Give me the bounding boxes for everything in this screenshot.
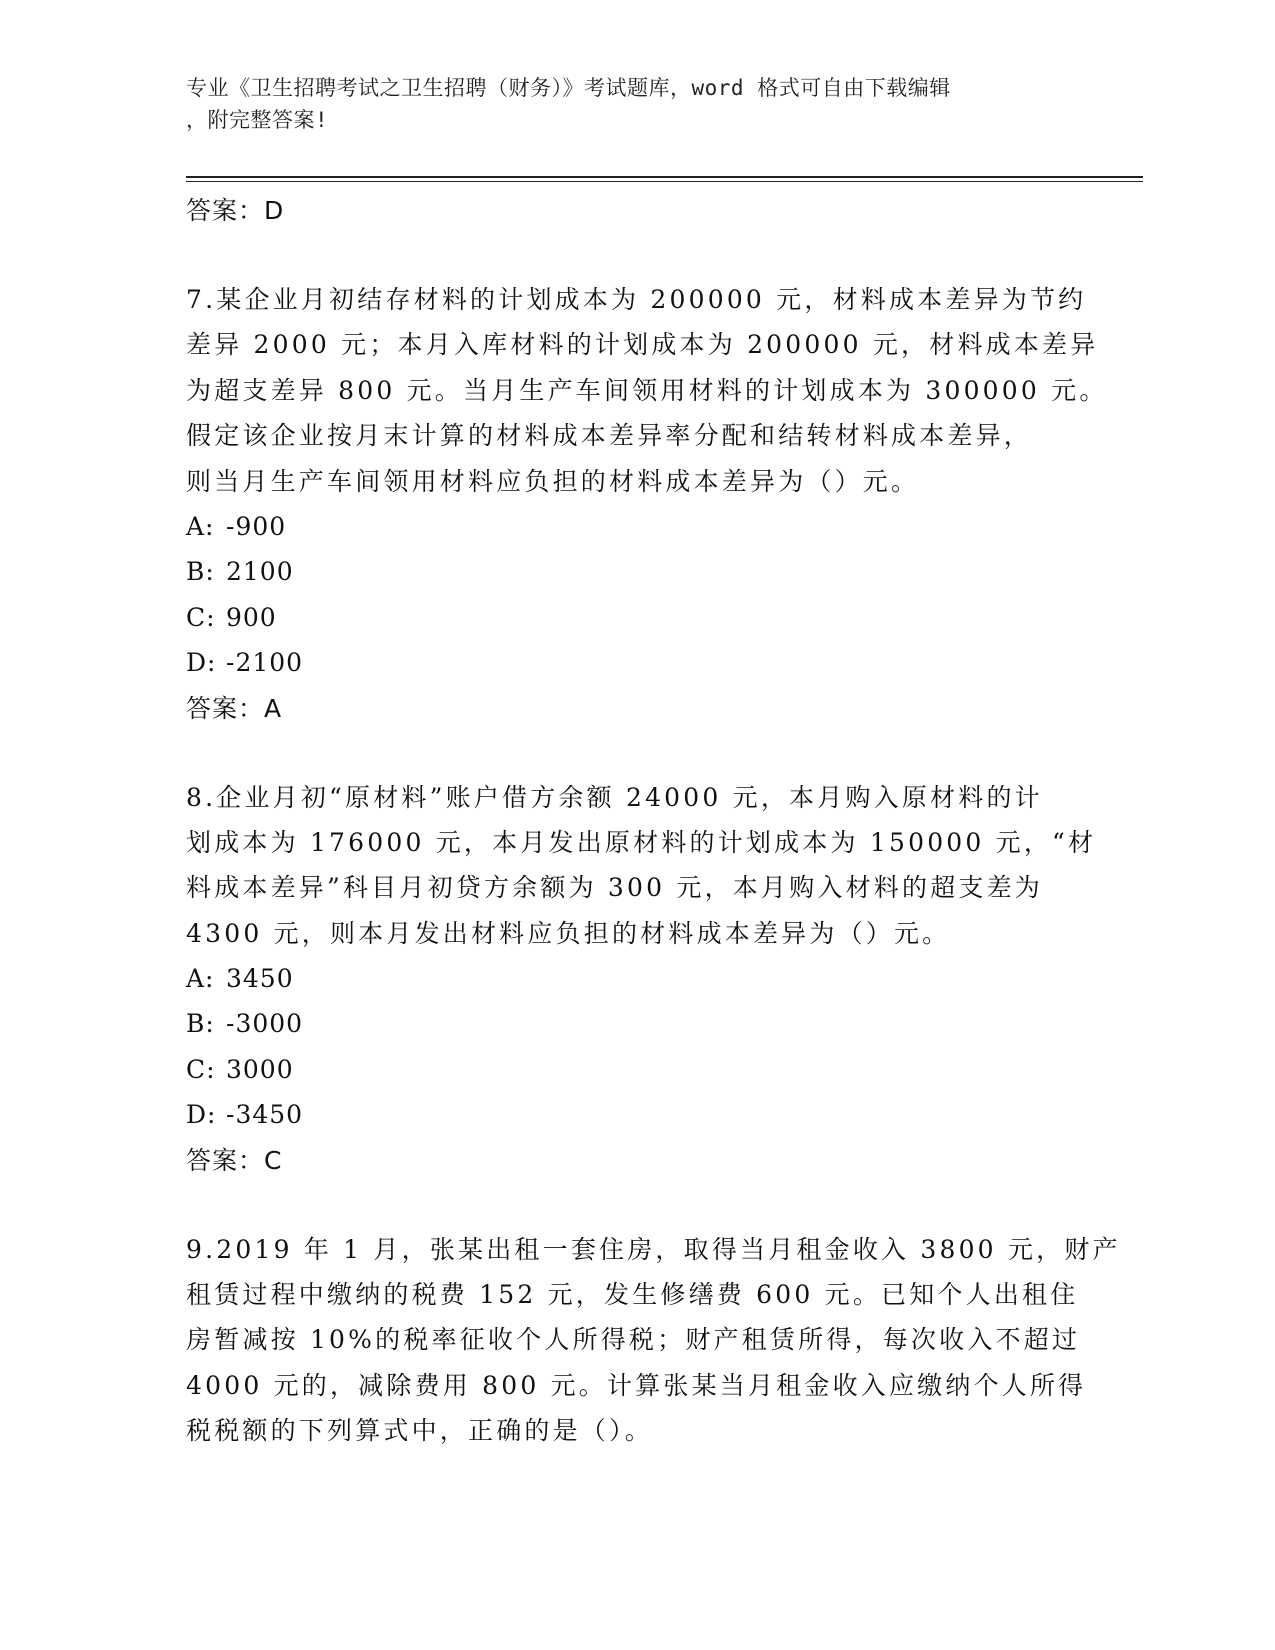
option-b: [186, 1001, 1086, 1046]
option-key: A:: [186, 511, 215, 541]
question-stem-line: 则当月生产车间领用材料应负担的材料成本差异为（）元。: [186, 466, 920, 496]
question-9: [186, 1227, 1121, 1454]
option-b: [186, 549, 1086, 594]
option-a: [186, 956, 1086, 1001]
option-value: -900: [226, 511, 287, 541]
question-7: [186, 277, 1108, 731]
option-d: [186, 1092, 1086, 1137]
question-answer: 答案：C: [186, 1145, 283, 1175]
question-answer: 答案：A: [186, 693, 283, 723]
option-key: D:: [186, 648, 217, 678]
header-rule-thick: [186, 176, 1143, 178]
option-key: D:: [186, 1100, 217, 1130]
page-header: [186, 72, 1086, 136]
question-stem-line: 假定该企业按月末计算的材料成本差异率分配和结转材料成本差异，: [186, 421, 1033, 451]
question-stem-line: 划成本为 176000 元，本月发出原材料的计划成本为 150000 元，“材: [186, 827, 1097, 857]
question-stem-line: 房暂减按 10%的税率征收个人所得税；财产租赁所得，每次收入不超过: [186, 1325, 1081, 1355]
question-stem-line: 差异 2000 元；本月入库材料的计划成本为 200000 元，材料成本差异: [186, 330, 1099, 360]
option-a: [186, 504, 1086, 549]
question-stem-line: 4300 元，则本月发出材料应负担的材料成本差异为（）元。: [186, 918, 951, 948]
question-stem-line: 租赁过程中缴纳的税费 152 元，发生修缮费 600 元。已知个人出租住: [186, 1280, 1079, 1310]
question-stem-line: 料成本差异”科目月初贷方余额为 300 元，本月购入材料的超支差为: [186, 873, 1043, 903]
question-stem-line: 9.2019 年 1 月，张某出租一套住房，取得当月租金收入 3800 元，财产: [186, 1234, 1121, 1264]
option-d: [186, 640, 1086, 685]
option-value: 2100: [226, 557, 294, 587]
spacer: [186, 731, 1086, 775]
option-value: 900: [226, 602, 277, 632]
option-value: -2100: [226, 648, 304, 678]
option-key: C:: [186, 1054, 216, 1084]
option-value: -3000: [226, 1009, 304, 1039]
question-stem-line: 税税额的下列算式中，正确的是（）。: [186, 1416, 653, 1446]
spacer: [186, 1183, 1086, 1227]
option-key: B:: [186, 1009, 215, 1039]
spacer: [186, 233, 1086, 277]
option-value: 3000: [226, 1054, 294, 1084]
header-rule-thin: [186, 181, 1143, 182]
previous-answer: 答案：D: [186, 196, 285, 225]
option-value: 3450: [226, 964, 294, 994]
question-stem-line: 为超支差异 800 元。当月生产车间领用材料的计划成本为 300000 元。: [186, 375, 1108, 405]
option-c: [186, 595, 1086, 640]
option-key: C:: [186, 602, 216, 632]
header-line-1: 专业《卫生招聘考试之卫生招聘（财务）》考试题库，word 格式可自由下载编辑: [186, 76, 951, 100]
question-stem-line: 7.某企业月初结存材料的计划成本为 200000 元，材料成本差异为节约: [186, 285, 1087, 314]
option-key: A:: [186, 964, 215, 994]
option-c: [186, 1047, 1086, 1092]
option-value: -3450: [226, 1100, 304, 1130]
question-list: [186, 188, 1121, 1454]
option-key: B:: [186, 557, 215, 587]
question-stem-line: 8.企业月初“原材料”账户借方余额 24000 元，本月购入原材料的计: [186, 782, 1043, 812]
header-line-2: ，附完整答案!: [186, 108, 329, 132]
question-stem-line: 4000 元的，减除费用 800 元。计算张某当月租金收入应缴纳个人所得: [186, 1370, 1087, 1400]
question-8: [186, 775, 1097, 1183]
